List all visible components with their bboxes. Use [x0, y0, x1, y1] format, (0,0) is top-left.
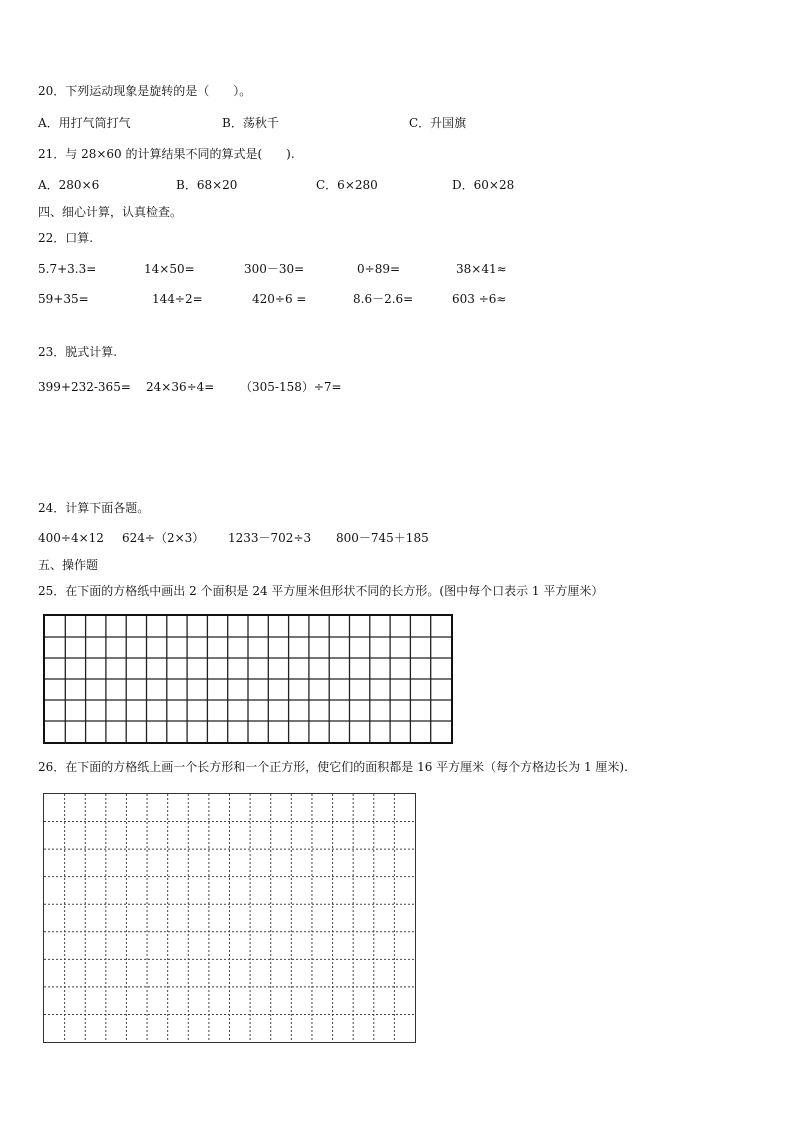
q24-item: 800－745＋185 — [336, 531, 429, 545]
q21-option-d: D．60×28 — [452, 178, 515, 192]
q24-item: 1233－702÷3 — [228, 531, 312, 545]
q21-stem: 21．与 28×60 的计算结果不同的算式是( ). — [38, 147, 295, 161]
q22-r1-item: 0÷89= — [357, 262, 401, 276]
q26-grid-lines — [44, 794, 415, 1042]
q20-stem: 20．下列运动现象是旋转的是（ ）。 — [38, 84, 252, 98]
q22-r2-item: 59+35= — [38, 292, 89, 306]
q24-item: 624÷（2×3） — [122, 531, 205, 545]
q22-r1-item: 14×50= — [144, 262, 195, 276]
q20-option-a: A．用打气筒打气 — [38, 116, 131, 130]
q25-stem: 25．在下面的方格纸中画出 2 个面积是 24 平方厘米但形状不同的长方形。(图中每个口表示 1 平方厘米） — [38, 584, 604, 598]
q25-grid-paper[interactable] — [43, 614, 453, 744]
q22-r2-item: 8.6－2.6= — [353, 292, 414, 306]
q22-stem: 22．口算. — [38, 231, 94, 245]
q26-grid-paper[interactable] — [43, 793, 416, 1043]
q21-option-b: B．68×20 — [176, 178, 238, 192]
q25-grid-lines — [45, 616, 451, 742]
section-five-title: 五、操作题 — [38, 558, 99, 572]
q22-r2-item: 603 ÷6≈ — [452, 292, 507, 306]
q23-item: （305-158）÷7= — [240, 380, 342, 394]
q22-r2-item: 144÷2= — [152, 292, 203, 306]
section-four-title: 四、细心计算，认真检查。 — [38, 205, 183, 219]
q21-option-a: A．280×6 — [38, 178, 100, 192]
q20-option-b: B．荡秋千 — [222, 116, 279, 130]
q23-stem: 23．脱式计算. — [38, 345, 118, 359]
q24-stem: 24．计算下面各题。 — [38, 501, 150, 515]
q20-option-c: C．升国旗 — [409, 116, 467, 130]
q22-r2-item: 420÷6 = — [252, 292, 307, 306]
q22-r1-item: 300－30= — [244, 262, 305, 276]
q26-stem: 26．在下面的方格纸上画一个长方形和一个正方形，使它们的面积都是 16 平方厘米（每个方格边长为 1 厘米). — [38, 760, 628, 774]
q23-item: 399+232-365= — [38, 380, 131, 394]
q23-item: 24×36÷4= — [146, 380, 215, 394]
q21-option-c: C．6×280 — [316, 178, 378, 192]
q22-r1-item: 5.7+3.3= — [38, 262, 97, 276]
q22-r1-item: 38×41≈ — [456, 262, 507, 276]
q24-item: 400÷4×12 — [38, 531, 104, 545]
